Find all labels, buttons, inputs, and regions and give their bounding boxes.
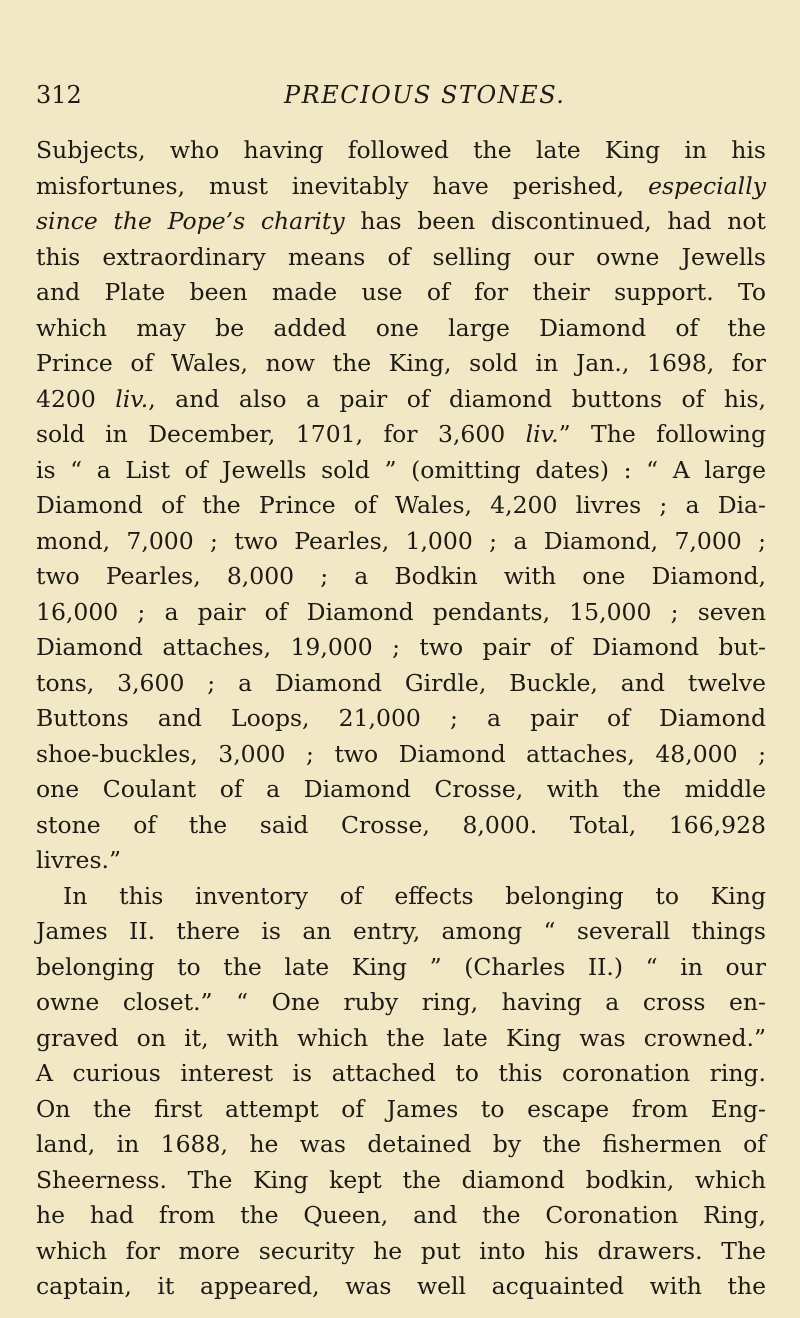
- text-segment: land, in 1688, he was detained by the fishermen of: [36, 1130, 766, 1158]
- text-line: [36, 1234, 766, 1270]
- body-text: [36, 133, 766, 1305]
- italic-text: liv.: [115, 384, 149, 413]
- text-segment: graved on it, with which the late King was crowned.”: [36, 1023, 766, 1052]
- text-segment: 16,000 ; a pair of Diamond pendants, 15,000 ; seven: [36, 597, 766, 626]
- text-line: [36, 914, 766, 950]
- text-line: [36, 843, 766, 879]
- text-segment: this extraordinary means of selling our owne Jewells: [36, 242, 766, 271]
- text-segment: On the first attempt of James to escape from Eng-: [36, 1094, 766, 1123]
- text-line: [36, 595, 766, 631]
- text-line: [36, 1127, 766, 1163]
- text-segment: 4200: [36, 384, 116, 413]
- text-line: [36, 311, 766, 347]
- text-line: [36, 1092, 766, 1128]
- text-line: [36, 985, 766, 1021]
- text-line: [36, 1198, 766, 1234]
- text-segment: belonging to the late King ” (Charles II.) “ in our: [36, 952, 766, 981]
- text-segment: one Coulant of a Diamond Crosse, with the middle: [36, 775, 766, 803]
- text-segment: has been discontinued, had not: [344, 207, 766, 235]
- text-line: [36, 666, 766, 702]
- text-segment: shoe-buckles, 3,000 ; two Diamond attaches, 48,000 ;: [36, 739, 766, 768]
- text-line: [36, 204, 766, 240]
- text-line: [36, 701, 766, 737]
- text-segment: livres.”: [36, 846, 121, 874]
- text-segment: Subjects, who having followed the late King in his: [36, 136, 766, 164]
- text-line: [36, 559, 766, 595]
- text-line: [36, 1056, 766, 1092]
- text-line: [36, 737, 766, 773]
- text-segment: James II. there is an entry, among “ severall things: [36, 917, 766, 945]
- text-line: [36, 275, 766, 311]
- italic-text: since the Pope’s charity: [36, 207, 345, 235]
- page-header: [36, 78, 766, 112]
- text-segment: Sheerness. The King kept the diamond bodkin, which: [36, 1165, 766, 1194]
- text-segment: stone of the said Crosse, 8,000. Total, 166,928: [36, 810, 766, 839]
- text-segment: ” The following: [558, 420, 766, 448]
- text-segment: sold in December, 1701, for 3,600: [36, 420, 526, 448]
- text-segment: , and also a pair of diamond buttons of his,: [148, 384, 766, 413]
- text-segment: Prince of Wales, now the King, sold in Jan., 1698, for: [36, 349, 766, 377]
- text-line: [36, 346, 766, 382]
- text-segment: Diamond attaches, 19,000 ; two pair of Diamond but-: [36, 633, 766, 661]
- text-line: [36, 240, 766, 276]
- text-segment: is “ a List of Jewells sold ” (omitting dates) : “ A large: [36, 455, 766, 484]
- text-line: [36, 808, 766, 844]
- text-segment: mond, 7,000 ; two Pearles, 1,000 ; a Diamond, 7,000 ;: [36, 526, 766, 555]
- text-segment: Diamond of the Prince of Wales, 4,200 livres ; a Dia-: [36, 491, 766, 519]
- text-segment: In this inventory of effects belonging to King: [63, 881, 766, 910]
- text-segment: two Pearles, 8,000 ; a Bodkin with one Diamond,: [36, 562, 766, 590]
- text-line: [36, 524, 766, 560]
- text-line: [36, 453, 766, 489]
- text-segment: Buttons and Loops, 21,000 ; a pair of Diamond: [36, 704, 766, 732]
- text-segment: misfortunes, must inevitably have perished,: [36, 171, 649, 200]
- text-line: [36, 169, 766, 205]
- text-segment: which may be added one large Diamond of the: [36, 313, 766, 342]
- text-line: [36, 630, 766, 666]
- text-segment: and Plate been made use of for their support. To: [36, 278, 766, 306]
- text-line: [36, 1163, 766, 1199]
- text-segment: he had from the Queen, and the Coronation Ring,: [36, 1201, 766, 1229]
- italic-text: liv.: [525, 420, 559, 448]
- text-line: [36, 950, 766, 986]
- text-line: [36, 382, 766, 418]
- text-line: [36, 417, 766, 453]
- text-segment: which for more security he put into his drawers. The: [36, 1236, 766, 1265]
- text-line: [36, 488, 766, 524]
- running-title: PRECIOUS STONES.: [284, 81, 566, 109]
- text-segment: A curious interest is attached to this coronation ring.: [36, 1059, 766, 1087]
- text-line: [36, 133, 766, 169]
- text-line: [36, 1021, 766, 1057]
- text-segment: tons, 3,600 ; a Diamond Girdle, Buckle, and twelve: [36, 668, 766, 697]
- text-segment: captain, it appeared, was well acquainted with the: [36, 1272, 766, 1300]
- text-segment: owne closet.” “ One ruby ring, having a cross en-: [36, 988, 766, 1016]
- text-line: [36, 1269, 766, 1305]
- text-line: [36, 772, 766, 808]
- text-line: [36, 879, 766, 915]
- page-number: 312: [36, 81, 82, 109]
- italic-text: especially: [648, 171, 766, 200]
